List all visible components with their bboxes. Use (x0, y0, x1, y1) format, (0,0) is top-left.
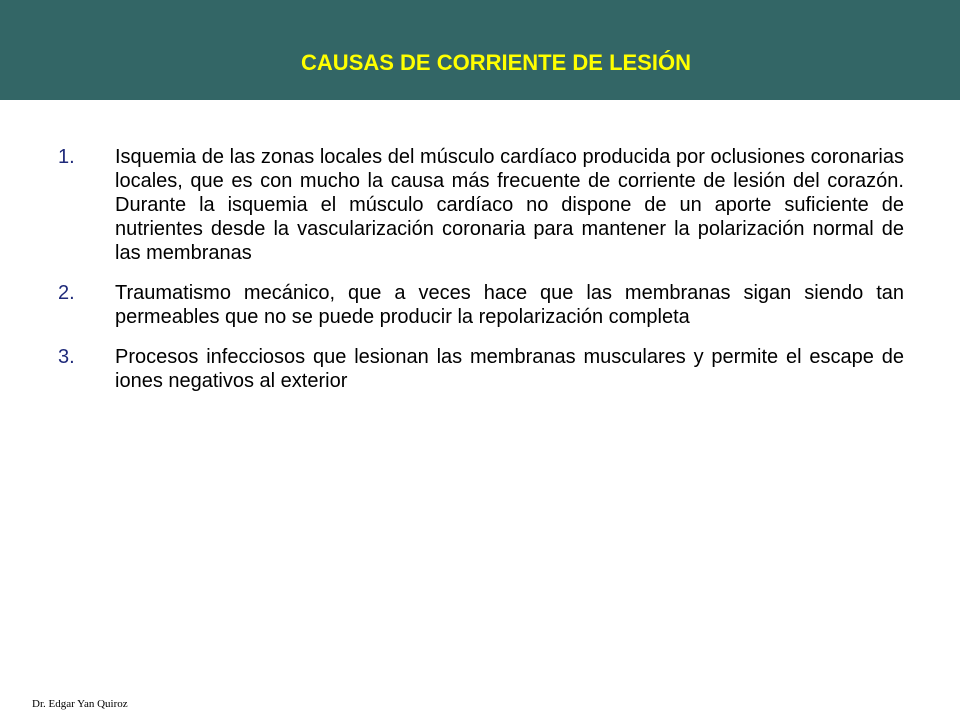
list-item-number: 3. (58, 346, 75, 368)
list-item (58, 145, 904, 265)
title-banner (0, 0, 960, 100)
author-footer: Dr. Edgar Yan Quiroz (32, 698, 128, 710)
causes-list (58, 145, 904, 409)
list-item (58, 281, 904, 329)
list-item-number: 2. (58, 282, 75, 304)
list-item (58, 345, 904, 393)
list-item-text: Isquemia de las zonas locales del músculo cardíaco producida por oclusiones coronarias locales, que es con mucho la causa más frecuente de corriente de lesión del corazón. Durante la isquemia el músculo cardíaco no dispone de un aporte suficiente de nutrientes desde la vascularización coronaria para mantener la polarización normal de las membranas (115, 146, 904, 264)
list-item-number: 1. (58, 146, 75, 168)
list-item-text: Traumatismo mecánico, que a veces hace que las membranas sigan siendo tan permeables que no se puede producir la repolarización completa (115, 282, 904, 328)
slide-title: CAUSAS DE CORRIENTE DE LESIÓN (301, 50, 691, 75)
list-item-text: Procesos infecciosos que lesionan las membranas musculares y permite el escape de iones negativos al exterior (115, 346, 904, 392)
